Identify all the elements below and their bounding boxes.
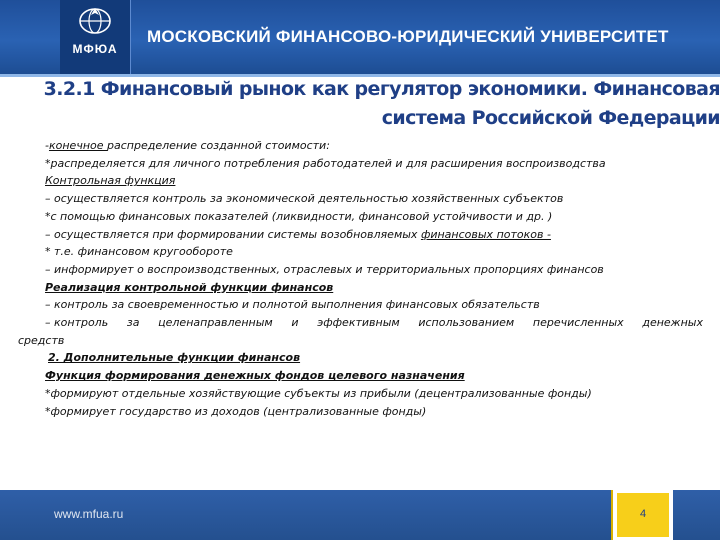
emblem-icon (78, 6, 112, 36)
body-line-11: – контроль за целенаправленным и эффективным использованием перечисленных денежных (45, 316, 703, 330)
body-line-16: *формирует государство из доходов (централизованные фонды) (45, 404, 427, 418)
university-name: МОСКОВСКИЙ ФИНАНСОВО-ЮРИДИЧЕСКИЙ УНИВЕРСИТЕТ (147, 27, 669, 46)
body-line-7: * т.е. финансовом кругообороте (45, 245, 233, 259)
university-logo (60, 0, 131, 74)
body-line-13: 2. Дополнительные функции финансов (48, 351, 301, 365)
body-line-3: Контрольная функция (45, 174, 176, 188)
body-line-6: – осуществляется при формировании системы возобновляемых финансовых потоков - (45, 227, 551, 241)
body-line-8: – информирует о воспроизводственных, отраслевых и территориальных пропорциях финансов (45, 262, 604, 276)
body-line-5: *с помощью финансовых показателей (ликвидности, финансовой устойчивости и др. ) (45, 209, 553, 223)
slide-title-line-2: система Российской Федерации (381, 107, 720, 129)
body-line-1: -конечное распределение созданной стоимости: (45, 139, 330, 152)
footer-url: www.mfua.ru (54, 507, 124, 521)
body-line-12: средств (18, 333, 65, 347)
body-line-4: – осуществляется контроль за экономической деятельностью хозяйственных субъектов (45, 192, 564, 206)
body-line-15: *формируют отдельные хозяйствующие субъекты из прибыли (децентрализованные фонды) (45, 386, 592, 400)
slide-body (18, 137, 703, 420)
slide-title-line-1: 3.2.1 Финансовый рынок как регулятор экономики. Финансовая (43, 78, 720, 100)
body-line-2: *распределяется для личного потребления работодателей и для расширения воспроизводства (45, 156, 606, 170)
body-line-9: Реализация контрольной функции финансов (45, 280, 334, 294)
page-number-box (611, 490, 673, 540)
header-divider (0, 74, 720, 77)
body-line-10: – контроль за своевременностью и полнотой выполнения финансовых обязательств (45, 298, 540, 312)
page-number: 4 (639, 508, 647, 520)
logo-text: МФЮА (72, 42, 118, 56)
body-line-14: Функция формирования денежных фондов целевого назначения (45, 369, 465, 383)
